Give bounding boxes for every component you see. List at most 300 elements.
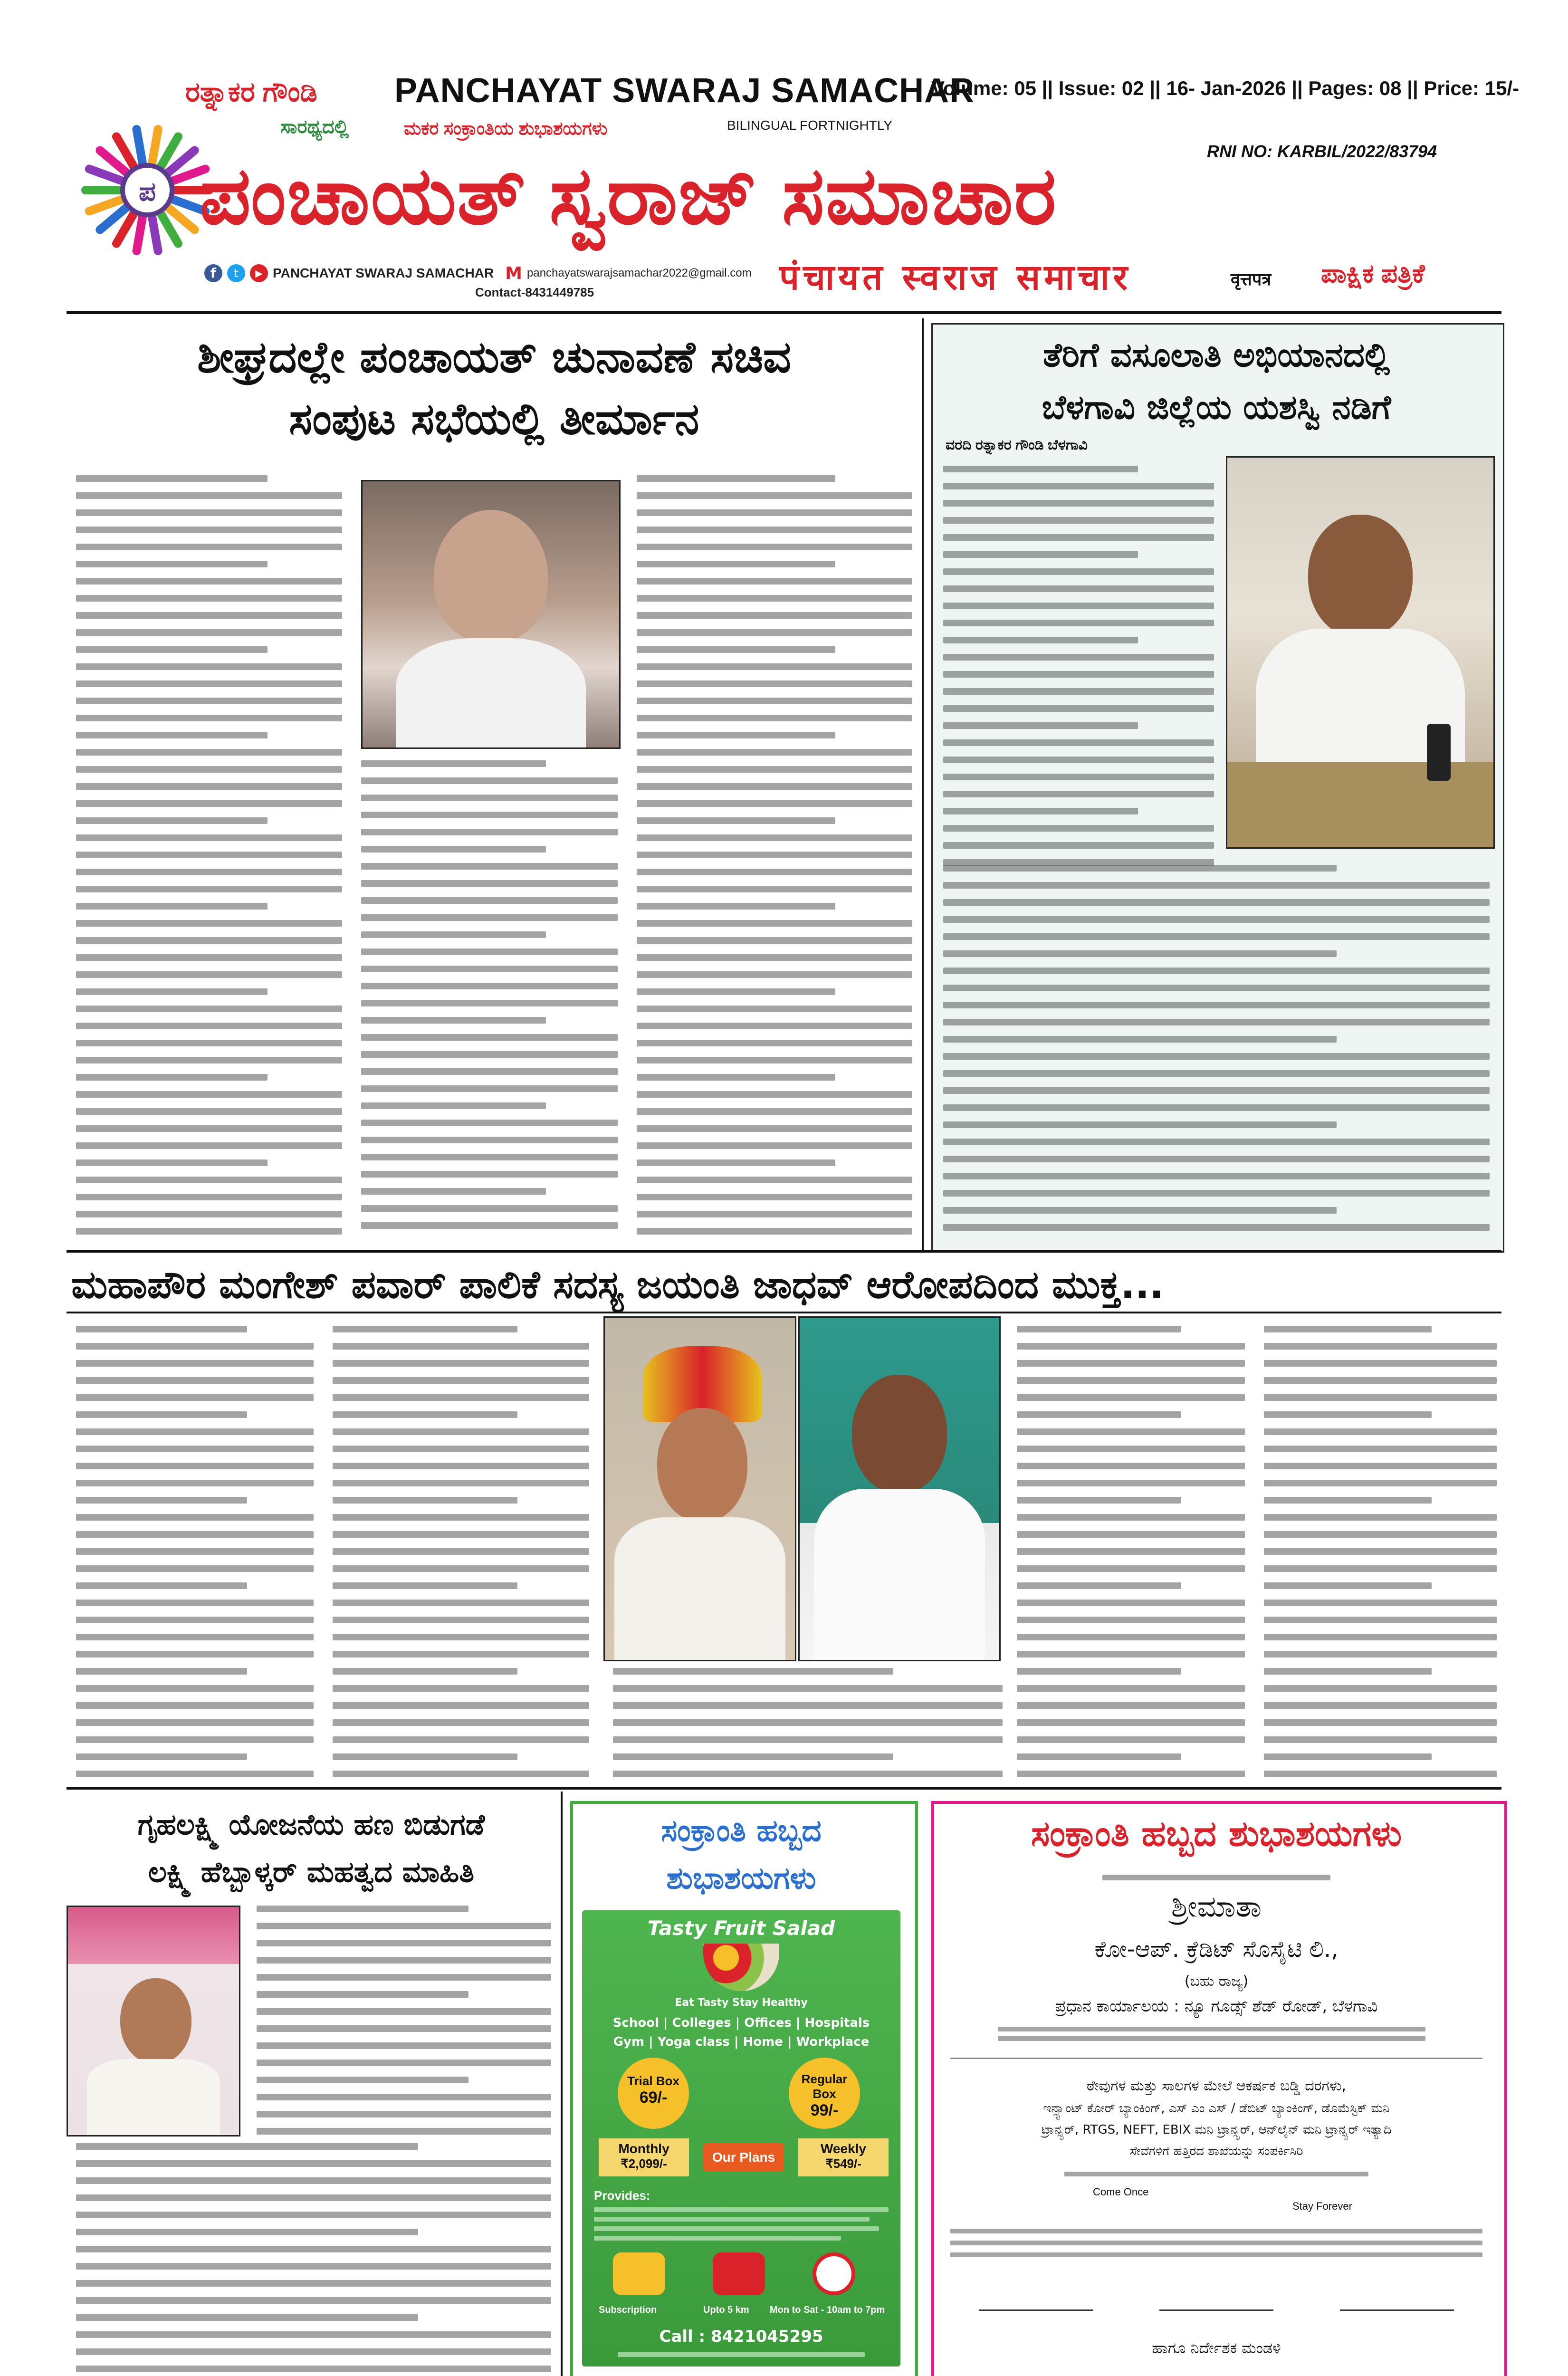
society-reg-line: [998, 2027, 1425, 2031]
body-text-line: [76, 1194, 342, 1200]
body-text-line: [943, 466, 1138, 472]
body-text-line: [637, 1006, 912, 1012]
body-text-line: [1017, 1548, 1245, 1555]
body-text-line: [1017, 1480, 1245, 1486]
provides-line: [594, 2226, 879, 2231]
body-text-line: [361, 829, 618, 835]
body-text-line: [1264, 1771, 1497, 1777]
body-text-line: [76, 1702, 314, 1709]
body-text-line: [1264, 1600, 1497, 1606]
a2-headline-line2: ಬೆಳಗಾವಿ ಜಿಲ್ಲೆಯ ಯಶಸ್ವಿ ನಡಿಗೆ: [1042, 388, 1391, 427]
body-text-line: [76, 698, 342, 704]
body-text-line: [637, 869, 912, 875]
body-text-line: [943, 654, 1214, 661]
body-text-line: [257, 2042, 551, 2049]
mayor-photo: [603, 1316, 796, 1661]
body-text-line: [943, 534, 1214, 541]
body-text-line: [637, 509, 912, 516]
body-text-line: [76, 886, 342, 892]
body-text-line: [637, 920, 912, 927]
body-text-line: [637, 1023, 912, 1029]
body-text-line: [76, 1651, 314, 1657]
body-text-line: [637, 903, 835, 910]
body-text-line: [637, 1074, 835, 1081]
body-text-line: [361, 812, 618, 818]
body-text-line: [76, 1719, 314, 1726]
body-text-line: [613, 1668, 893, 1675]
body-text-line: [943, 722, 1138, 729]
body-text-line: [76, 1023, 342, 1029]
email[interactable]: panchayatswarajsamachar2022@gmail.com: [527, 267, 752, 279]
regular-box[interactable]: [789, 2058, 860, 2129]
body-text-line: [361, 1085, 618, 1092]
sankranti-tag: ಮಕರ ಸಂಕ್ರಾಂತಿಯ ಶುಭಾಶಯಗಳು: [404, 119, 608, 139]
body-text-line: [76, 2331, 551, 2338]
a2-byline: ವರದಿ ರತ್ನಾಕರ ಗೌಂಡಿ ಬೆಳಗಾವಿ: [946, 437, 1088, 453]
rni-number: RNI NO: KARBIL/2022/83794: [1207, 142, 1437, 161]
body-text-line: [943, 1139, 1490, 1145]
body-text-line: [361, 1000, 618, 1006]
body-text-line: [76, 1343, 314, 1350]
kannada-suffix: ಪಾಕ್ಷಿಕ ಪತ್ರಿಕೆ: [1321, 259, 1425, 288]
body-text-line: [1017, 1446, 1245, 1452]
delivery-range: Upto 5 km: [703, 2305, 749, 2315]
body-text-line: [943, 483, 1214, 489]
body-text-line: [637, 800, 912, 807]
body-text-line: [76, 1377, 314, 1384]
society-branch-line: [950, 2252, 1482, 2257]
address-line: [618, 2352, 865, 2357]
body-text-line: [361, 1154, 618, 1160]
body-text-line: [333, 1565, 589, 1572]
body-text-line: [637, 527, 912, 533]
body-text-line: [1264, 1480, 1497, 1486]
section-divider-1: [67, 1250, 1501, 1253]
frequency: BILINGUAL FORTNIGHTLY: [727, 118, 892, 133]
body-text-line: [257, 2094, 551, 2100]
body-text-line: [1017, 1600, 1245, 1606]
trial-label: Trial Box: [627, 2074, 679, 2088]
body-text-line: [361, 1137, 618, 1143]
signature-3: [1340, 2276, 1454, 2311]
body-text-line: [637, 1159, 835, 1166]
body-text-line: [76, 2246, 551, 2252]
body-text-line: [76, 1125, 342, 1132]
weekly-label: Weekly: [821, 2141, 866, 2156]
body-text-line: [361, 880, 618, 887]
body-text-line: [943, 517, 1214, 524]
body-text-line: [76, 920, 342, 927]
body-text-line: [637, 766, 912, 773]
body-text-line: [76, 561, 268, 567]
body-text-line: [76, 1108, 342, 1115]
body-text-line: [76, 646, 268, 653]
body-text-line: [333, 1480, 589, 1486]
body-text-line: [1017, 1582, 1181, 1589]
society-services-1: ಠೇವುಗಳ ಮತ್ತು ಸಾಲಗಳ ಮೇಲೆ ಆಕರ್ಷಕ ಬಡ್ಡಿ ದರಗಳು,: [1086, 2078, 1347, 2094]
body-text-line: [1264, 1428, 1497, 1435]
body-text-line: [637, 561, 835, 567]
fruit-ad-title-line2: ಶುಭಾಶಯಗಳು: [666, 1861, 816, 1896]
youtube-icon[interactable]: ▶: [250, 264, 268, 282]
body-text-line: [943, 916, 1490, 923]
minister-photo: [361, 480, 621, 749]
monthly-plan[interactable]: [599, 2138, 689, 2176]
body-text-line: [76, 1057, 342, 1063]
facebook-icon[interactable]: f: [204, 264, 222, 282]
body-text-line: [76, 1428, 314, 1435]
body-text-line: [1264, 1343, 1497, 1350]
body-text-line: [76, 1211, 342, 1217]
body-text-line: [76, 612, 342, 619]
body-text-line: [76, 869, 342, 875]
body-text-line: [76, 2143, 418, 2150]
body-text-line: [1264, 1565, 1497, 1572]
body-text-line: [613, 1771, 1003, 1777]
body-text-line: [943, 825, 1214, 832]
body-text-line: [76, 1771, 314, 1777]
monthly-label: Monthly: [618, 2141, 669, 2156]
body-text-line: [333, 1702, 589, 1709]
scooter-icon: [713, 2252, 765, 2295]
body-text-line: [76, 492, 342, 499]
social-row: [204, 261, 752, 285]
body-text-line: [637, 937, 912, 944]
body-text-line: [333, 1582, 517, 1589]
body-text-line: [76, 1617, 314, 1623]
body-text-line: [943, 620, 1214, 626]
regular-label: Regular Box: [801, 2072, 848, 2101]
weekly-plan[interactable]: [798, 2138, 889, 2176]
fruit-ad-call[interactable]: Call : 8421045295: [659, 2327, 823, 2346]
body-text-line: [257, 1906, 468, 1912]
body-text-line: [637, 1125, 912, 1132]
body-text-line: [637, 475, 835, 482]
body-text-line: [943, 1173, 1490, 1179]
body-text-line: [333, 1446, 589, 1452]
body-text-line: [943, 739, 1214, 746]
body-text-line: [943, 637, 1138, 643]
english-name: PANCHAYAT SWARAJ SAMACHAR: [394, 72, 975, 110]
body-text-line: [76, 783, 342, 790]
body-text-line: [333, 1634, 589, 1640]
body-text-line: [361, 1034, 618, 1041]
lakshmi-photo: [67, 1906, 240, 2136]
body-text-line: [76, 1411, 247, 1418]
body-text-line: [637, 544, 912, 550]
body-text-line: [1264, 1360, 1497, 1367]
body-text-line: [943, 808, 1138, 814]
body-text-line: [361, 760, 546, 767]
body-text-line: [943, 1053, 1490, 1060]
body-text-line: [637, 646, 835, 653]
body-text-line: [943, 774, 1214, 780]
body-text-line: [76, 527, 342, 533]
body-text-line: [76, 2297, 551, 2304]
body-text-line: [361, 948, 618, 955]
body-text-line: [637, 954, 912, 961]
body-text-line: [76, 1091, 342, 1098]
body-text-line: [1017, 1771, 1245, 1777]
body-text-line: [943, 1121, 1337, 1128]
body-text-line: [76, 2348, 551, 2355]
body-text-line: [1017, 1377, 1245, 1384]
body-text-line: [943, 757, 1214, 763]
body-text-line: [76, 680, 342, 687]
body-text-line: [361, 846, 546, 853]
body-text-line: [76, 629, 342, 636]
body-text-line: [76, 1177, 342, 1183]
body-text-line: [1017, 1565, 1245, 1572]
provides-line: [594, 2217, 870, 2222]
society-deity: ಶ್ರೀಮಾತಾ: [1171, 1889, 1262, 1924]
body-text-line: [1264, 1685, 1497, 1692]
body-text-line: [637, 663, 912, 670]
body-text-line: [361, 863, 618, 870]
body-text-line: [637, 817, 835, 824]
body-text-line: [943, 500, 1214, 507]
body-text-line: [613, 1702, 1003, 1709]
society-services-4: ಸೇವೆಗಳಿಗೆ ಹತ್ತಿರದ ಶಾಖೆಯನ್ನು ಸಂಪರ್ಕಿಸಿರಿ: [1129, 2144, 1303, 2158]
body-text-line: [361, 1120, 618, 1126]
body-text-line: [76, 817, 268, 824]
issue-info: Volume: 05 || Issue: 02 || 16- Jan-2026 || Pages: 08 || Price: 15/-: [931, 77, 1520, 99]
body-text-line: [333, 1753, 517, 1760]
column-divider-1: [922, 318, 924, 1250]
fruit-ad-brand: Tasty Fruit Salad: [647, 1916, 835, 1940]
body-text-line: [257, 2128, 551, 2135]
mail-icon: M: [505, 263, 522, 283]
body-text-line: [76, 834, 342, 841]
social-handle: PANCHAYAT SWARAJ SAMACHAR: [273, 266, 494, 280]
body-text-line: [333, 1514, 589, 1521]
body-text-line: [943, 671, 1214, 678]
body-text-line: [943, 1224, 1490, 1231]
body-text-line: [333, 1326, 517, 1332]
body-text-line: [333, 1377, 589, 1384]
column-divider-2: [561, 1792, 563, 2376]
body-text-line: [1264, 1463, 1497, 1469]
body-text-line: [613, 1753, 893, 1760]
svg-text:ಪ: ಪ: [139, 176, 156, 207]
body-text-line: [1017, 1394, 1245, 1401]
body-text-line: [76, 1006, 342, 1012]
body-text-line: [943, 899, 1490, 906]
body-text-line: [76, 2177, 551, 2184]
body-text-line: [257, 1957, 551, 1964]
body-text-line: [333, 1617, 589, 1623]
body-text-line: [1264, 1736, 1497, 1743]
body-text-line: [361, 914, 618, 921]
society-scope: (ಬಹು ರಾಜ್ಯ): [1184, 1973, 1249, 1990]
body-text-line: [943, 1036, 1337, 1043]
body-text-line: [637, 1194, 912, 1200]
body-text-line: [1017, 1702, 1245, 1709]
body-text-line: [361, 1017, 546, 1024]
body-text-line: [1017, 1514, 1245, 1521]
body-text-line: [943, 551, 1138, 558]
body-text-line: [637, 680, 912, 687]
body-text-line: [361, 777, 618, 784]
body-text-line: [333, 1428, 589, 1435]
body-text-line: [76, 1228, 342, 1235]
masthead-divider: [67, 311, 1501, 314]
body-text-line: [637, 698, 912, 704]
body-text-line: [943, 882, 1490, 889]
body-text-line: [76, 732, 268, 738]
body-text-line: [1264, 1702, 1497, 1709]
twitter-icon[interactable]: t: [227, 264, 245, 282]
body-text-line: [637, 1040, 912, 1046]
body-text-line: [76, 2229, 418, 2235]
body-text-line: [76, 1514, 314, 1521]
body-text-line: [1264, 1634, 1497, 1640]
society-services-2: ಇನ್ಸ್ಟಾಂಟ್ ಕೋರ್ ಬ್ಯಾಂಕಿಂಗ್, ಎಸ್ ಎಂ ಎಸ್ / ಡೆಬಿಟ್ ಬ್ಯಾಂಕಿಂಗ್, ಡೊಮೆಸ್ಟಿಕ್ ಮನಿ: [1043, 2101, 1390, 2116]
body-text-line: [76, 475, 268, 482]
come-once: Come Once: [1093, 2186, 1149, 2198]
body-text-line: [613, 1719, 1003, 1726]
body-text-line: [943, 603, 1214, 609]
body-text-line: [257, 2077, 468, 2083]
body-text-line: [637, 852, 912, 858]
body-text-line: [637, 1228, 912, 1235]
body-text-line: [76, 2194, 551, 2201]
body-text-line: [637, 886, 912, 892]
body-text-line: [76, 663, 342, 670]
body-text-line: [1264, 1326, 1432, 1332]
body-text-line: [637, 595, 912, 602]
body-text-line: [76, 2366, 551, 2372]
clock-icon: [813, 2252, 855, 2295]
body-text-line: [257, 2111, 551, 2117]
society-ad-title: ಸಂಕ್ರಾಂತಿ ಹಬ್ಬದ ಶುಭಾಶಯಗಳು: [1031, 1813, 1402, 1854]
body-text-line: [333, 1736, 589, 1743]
body-text-line: [1264, 1497, 1432, 1504]
body-text-line: [76, 988, 268, 995]
a1-headline-line2: ಸಂಪುಟ ಸಭೆಯಲ್ಲಿ ತೀರ್ಮಾನ: [289, 393, 699, 444]
publisher-line2: ಸಾರಥ್ಯದಲ್ಲಿ: [280, 116, 349, 137]
body-text-line: [361, 1188, 546, 1195]
body-text-line: [76, 1582, 247, 1589]
stay-forever: Stay Forever: [1292, 2200, 1352, 2212]
body-text-line: [257, 2060, 551, 2066]
body-text-line: [361, 931, 546, 938]
hindi-suffix: वृत्तपत्र: [1231, 269, 1272, 289]
body-text-line: [1264, 1617, 1497, 1623]
trial-price: 69/-: [639, 2089, 668, 2107]
body-text-line: [1017, 1719, 1245, 1726]
delivery-icon: [613, 2252, 665, 2295]
body-text-line: [76, 2280, 551, 2287]
body-text-line: [361, 966, 618, 972]
trial-box[interactable]: [618, 2058, 689, 2129]
a1-headline-line1: ಶೀಘ್ರದಲ್ಲೇ ಪಂಚಾಯತ್ ಚುನಾವಣೆ ಸಚಿವ: [197, 332, 791, 383]
body-text-line: [1017, 1428, 1245, 1435]
provides-line: [594, 2207, 889, 2212]
body-text-line: [1264, 1377, 1497, 1384]
body-text-line: [76, 1497, 247, 1504]
society-branch-line: [950, 2241, 1482, 2245]
body-text-line: [1017, 1634, 1245, 1640]
body-text-line: [943, 933, 1490, 940]
body-text-line: [1017, 1360, 1245, 1367]
body-text-line: [361, 1102, 546, 1109]
body-text-line: [76, 1531, 314, 1538]
body-text-line: [637, 1057, 912, 1063]
body-text-line: [76, 1463, 314, 1469]
body-text-line: [361, 983, 618, 989]
body-text-line: [361, 1205, 618, 1212]
body-text-line: [76, 903, 268, 910]
body-text-line: [333, 1600, 589, 1606]
body-text-line: [943, 985, 1490, 991]
body-text-line: [333, 1360, 589, 1367]
body-text-line: [333, 1343, 589, 1350]
body-text-line: [76, 2160, 551, 2167]
body-text-line: [943, 585, 1214, 592]
a3-headline: ಮಹಾಪೌರ ಮಂಗೇಶ್ ಪವಾರ್ ಪಾಲಿಕೆ ಸದಸ್ಯ ಜಯಂತಿ ಜಾಧವ್ ಆರೋಪದಿಂದ ಮುಕ್ತ...: [71, 1263, 1164, 1307]
subscription-label: Subscription: [599, 2305, 657, 2315]
fruit-ad-title-line1: ಸಂಕ್ರಾಂತಿ ಹಬ್ಬದ: [661, 1813, 822, 1849]
publisher-line1: ರತ್ನಾಕರ ಗೌಂಡಿ: [185, 77, 317, 107]
body-text-line: [1264, 1719, 1497, 1726]
body-text-line: [943, 1156, 1490, 1162]
body-text-line: [76, 749, 342, 756]
society-name: ಕೋ-ಆಪ್. ಕ್ರೆಡಿಟ್ ಸೊಸೈಟಿ ಲಿ.,: [1094, 1936, 1339, 1963]
title-kannada: ಪಂಚಾಯತ್ ಸ್ವರಾಜ್ ಸಮಾಚಾರ: [200, 151, 1057, 240]
body-text-line: [637, 732, 835, 738]
body-text-line: [637, 492, 912, 499]
body-text-line: [637, 612, 912, 619]
body-text-line: [76, 1074, 268, 1081]
title-hindi: पंचायत स्वराज समाचार: [779, 257, 1131, 298]
body-text-line: [333, 1685, 589, 1692]
body-text-line: [943, 1207, 1337, 1214]
body-text-line: [76, 544, 342, 550]
body-text-line: [1264, 1531, 1497, 1538]
councillor-photo: [798, 1316, 1001, 1661]
body-text-line: [1264, 1651, 1497, 1657]
body-text-line: [76, 954, 342, 961]
body-text-line: [637, 783, 912, 790]
body-text-line: [943, 1070, 1490, 1077]
body-text-line: [76, 1159, 268, 1166]
body-text-line: [637, 1142, 912, 1149]
a2-headline-line1: ತೆರಿಗೆ ವಸೂಲಾತಿ ಅಭಿಯಾನದಲ್ಲಿ: [1042, 335, 1390, 374]
body-text-line: [637, 715, 912, 721]
body-text-line: [1017, 1411, 1181, 1418]
contact: Contact-8431449785: [475, 285, 594, 299]
body-text-line: [1017, 1343, 1245, 1350]
signature-1: [979, 2276, 1093, 2311]
body-text-line: [76, 2263, 551, 2270]
society-note-line: [1064, 2172, 1368, 2176]
body-text-line: [76, 852, 342, 858]
body-text-line: [1264, 1582, 1432, 1589]
body-text-line: [361, 1068, 618, 1075]
body-text-line: [361, 897, 618, 904]
body-text-line: [637, 1091, 912, 1098]
body-text-line: [1017, 1753, 1181, 1760]
regular-price: 99/-: [810, 2101, 839, 2119]
body-text-line: [76, 971, 342, 978]
body-text-line: [637, 578, 912, 584]
body-text-line: [637, 749, 912, 756]
body-text-line: [76, 1040, 342, 1046]
society-branch-line: [950, 2229, 1482, 2233]
body-text-line: [1264, 1446, 1497, 1452]
monthly-price: ₹2,099/-: [621, 2156, 667, 2171]
